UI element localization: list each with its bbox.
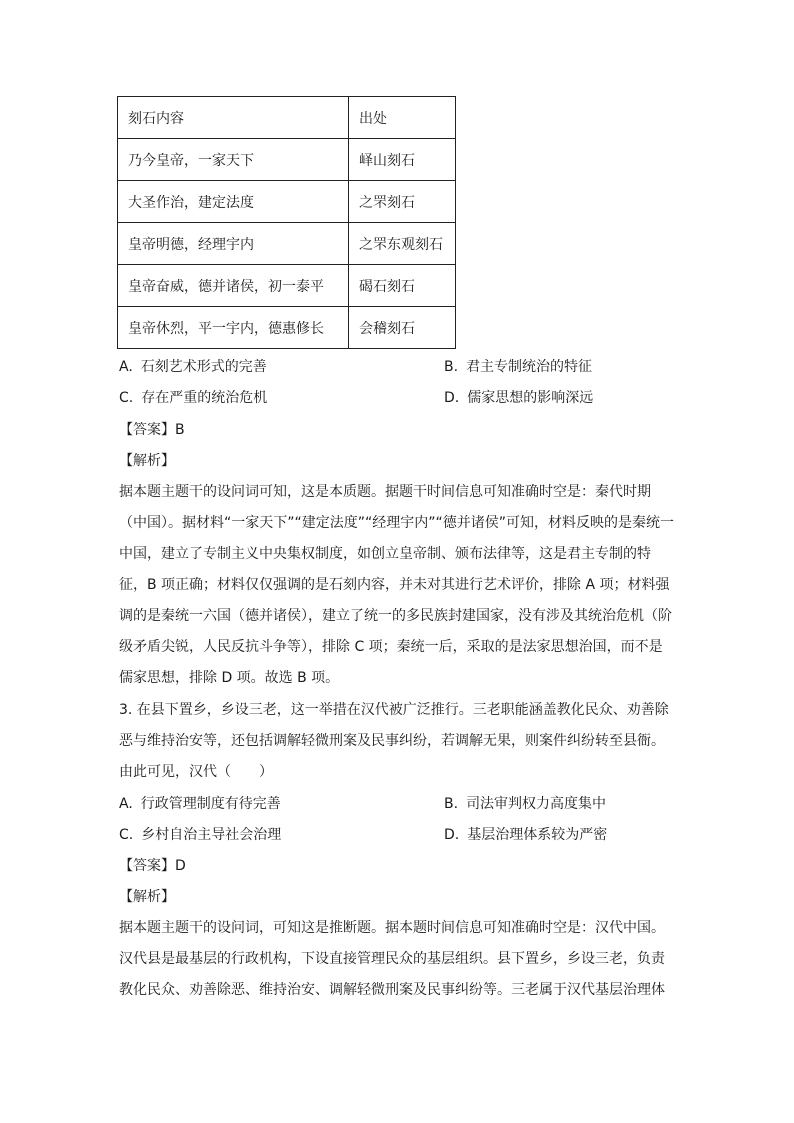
option-letter: B. bbox=[444, 359, 459, 375]
option-text: 行政管理制度有待完善 bbox=[140, 796, 281, 812]
table-cell-source: 之罘东观刻石 bbox=[349, 223, 456, 265]
table-cell-content: 大圣作治，建定法度 bbox=[118, 181, 349, 223]
q3-analysis-line: 据本题主题干的设问词，可知这是推断题。据本题时间信息可知准确时空是：汉代中国。 bbox=[119, 920, 665, 936]
table-cell-content: 皇帝奋威，德并诸侯，初一泰平 bbox=[118, 265, 349, 307]
q2-option-a bbox=[119, 357, 267, 377]
option-letter: C. bbox=[119, 827, 134, 843]
table-row bbox=[118, 223, 456, 265]
table-header-cell: 刻石内容 bbox=[118, 97, 349, 139]
table-cell-source: 峄山刻石 bbox=[349, 139, 456, 181]
option-text: 石刻艺术形式的完善 bbox=[140, 359, 267, 375]
table-row bbox=[118, 181, 456, 223]
q2-option-b bbox=[444, 357, 592, 377]
q2-option-c bbox=[119, 388, 267, 408]
q2-option-d bbox=[444, 388, 593, 408]
option-text: 儒家思想的影响深远 bbox=[467, 390, 594, 406]
table-row bbox=[118, 265, 456, 307]
option-text: 存在严重的统治危机 bbox=[141, 390, 268, 406]
table-row bbox=[118, 307, 456, 349]
option-letter: C. bbox=[119, 390, 134, 406]
option-text: 君主专制统治的特征 bbox=[466, 359, 593, 375]
table-header-cell: 出处 bbox=[349, 97, 456, 139]
stone-inscription-table bbox=[117, 96, 456, 349]
q2-analysis-line: 级矛盾尖锐，人民反抗斗争等），排除 C 项；秦统一后，采取的是法家思想治国，而不是 bbox=[119, 639, 663, 655]
q3-analysis-line: 汉代县是最基层的行政机构，下设直接管理民众的基层组织。县下置乡，乡设三老，负责 bbox=[119, 951, 665, 967]
option-letter: B. bbox=[444, 796, 459, 812]
q2-analysis-line: 征，B 项正确；材料仅仅强调的是石刻内容，并未对其进行艺术评价，排除 A 项；材料强 bbox=[119, 577, 670, 593]
option-text: 司法审判权力高度集中 bbox=[466, 796, 607, 812]
table-cell-content: 皇帝休烈，平一宇内，德惠修长 bbox=[118, 307, 349, 349]
q3-option-c bbox=[119, 825, 281, 845]
q2-analysis-heading: 【解析】 bbox=[119, 453, 175, 469]
option-text: 乡村自治主导社会治理 bbox=[141, 827, 282, 843]
q3-answer: 【答案】D bbox=[119, 858, 186, 874]
q3-stem-line: 由此可见，汉代（ ） bbox=[119, 764, 273, 780]
option-letter: A. bbox=[119, 359, 133, 375]
q3-stem-line: 3. 在县下置乡，乡设三老，这一举措在汉代被广泛推行。三老职能涵盖教化民众、劝善除 bbox=[119, 702, 669, 718]
q2-analysis-line: 调的是秦统一六国（德并诸侯），建立了统一的多民族封建国家，没有涉及其统治危机（阶 bbox=[119, 608, 672, 624]
q3-analysis-heading: 【解析】 bbox=[119, 889, 175, 905]
q3-stem-line: 恶与维持治安等，还包括调解轻微刑案及民事纠纷，若调解无果，则案件纠纷转至县衙。 bbox=[119, 733, 665, 749]
q2-analysis-line: （中国）。据材料“一家天下”“建定法度”“经理宇内”“德并诸侯”可知，材料反映的是秦统一 bbox=[119, 515, 675, 531]
table-cell-source: 之罘刻石 bbox=[349, 181, 456, 223]
table-cell-content: 乃今皇帝，一家天下 bbox=[118, 139, 349, 181]
table-cell-source: 会稽刻石 bbox=[349, 307, 456, 349]
q2-analysis-line: 中国，建立了专制主义中央集权制度，如创立皇帝制、颁布法律等，这是君主专制的特 bbox=[119, 546, 651, 562]
option-letter: D. bbox=[444, 390, 460, 406]
table-cell-content: 皇帝明德，经理宇内 bbox=[118, 223, 349, 265]
q2-answer: 【答案】B bbox=[119, 422, 185, 438]
q2-analysis-line: 据本题主题干的设问词可知，这是本质题。据题干时间信息可知准确时空是：秦代时期 bbox=[119, 484, 651, 500]
q3-analysis-line: 教化民众、劝善除恶、维持治安、调解轻微刑案及民事纠纷等。三老属于汉代基层治理体 bbox=[119, 982, 665, 998]
table-cell-source: 碣石刻石 bbox=[349, 265, 456, 307]
option-letter: A. bbox=[119, 796, 133, 812]
q2-analysis-line: 儒家思想，排除 D 项。故选 B 项。 bbox=[119, 670, 340, 686]
q3-option-a bbox=[119, 794, 281, 814]
q3-option-b bbox=[444, 794, 606, 814]
table-row bbox=[118, 139, 456, 181]
option-text: 基层治理体系较为严密 bbox=[467, 827, 608, 843]
table-header-row bbox=[118, 97, 456, 139]
q3-option-d bbox=[444, 825, 607, 845]
option-letter: D. bbox=[444, 827, 460, 843]
